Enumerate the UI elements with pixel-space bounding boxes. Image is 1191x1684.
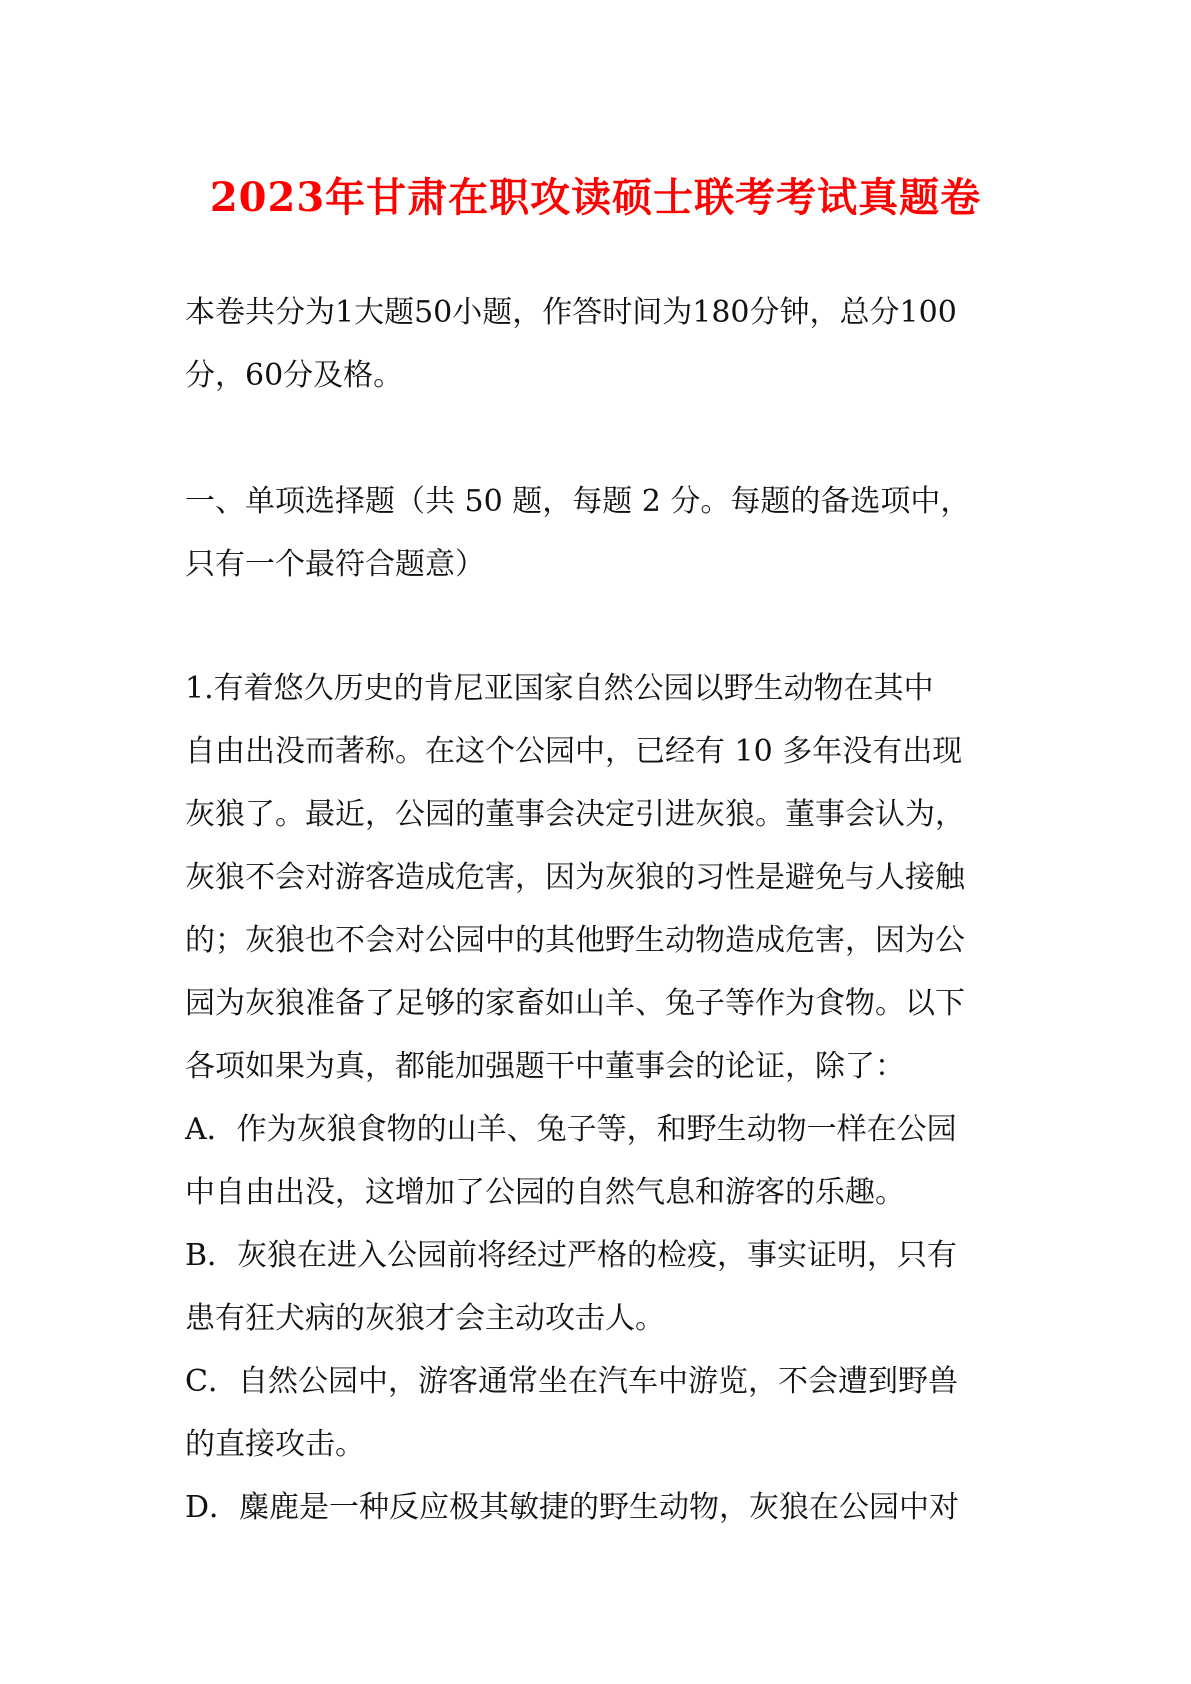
document-title: 2023年甘肃在职攻读硕士联考考试真题卷 xyxy=(209,174,982,221)
question-stem-line: 的；灰狼也不会对公园中的其他野生动物造成危害，因为公 xyxy=(185,923,965,958)
option-c-line: C．自然公园中，游客通常坐在汽车中游览，不会遭到野兽 xyxy=(185,1364,958,1399)
question-stem-line: 自由出没而著称。在这个公园中，已经有 10 多年没有出现 xyxy=(185,734,963,769)
question-stem-line: 1.有着悠久历史的肯尼亚国家自然公园以野生动物在其中 xyxy=(185,671,934,706)
question-stem-line: 各项如果为真，都能加强题干中董事会的论证，除了： xyxy=(185,1049,905,1084)
question-1 xyxy=(185,657,1017,1539)
question-stem-line: 灰狼了。最近，公园的董事会决定引进灰狼。董事会认为， xyxy=(185,797,965,832)
option-a-line: 中自由出没，这增加了公园的自然气息和游客的乐趣。 xyxy=(185,1175,905,1210)
option-c-line: 的直接攻击。 xyxy=(185,1427,365,1462)
section-line: 一、单项选择题（共 50 题，每题 2 分。每题的备选项中， xyxy=(185,484,971,519)
option-a-line: A．作为灰狼食物的山羊、兔子等，和野生动物一样在公园 xyxy=(185,1112,957,1147)
option-d-line: D．麋鹿是一种反应极其敏捷的野生动物，灰狼在公园中对 xyxy=(185,1490,960,1525)
section-line: 只有一个最符合题意） xyxy=(185,547,485,582)
section-heading xyxy=(185,470,1017,596)
question-stem-line: 园为灰狼准备了足够的家畜如山羊、兔子等作为食物。以下 xyxy=(185,986,965,1021)
exam-intro xyxy=(185,281,1017,407)
option-b-line: 患有狂犬病的灰狼才会主动攻击人。 xyxy=(185,1301,665,1336)
intro-line: 本卷共分为1大题50小题，作答时间为180分钟，总分100 xyxy=(185,295,957,330)
option-b-line: B．灰狼在进入公园前将经过严格的检疫，事实证明，只有 xyxy=(185,1238,958,1273)
question-stem-line: 灰狼不会对游客造成危害，因为灰狼的习性是避免与人接触 xyxy=(185,860,965,895)
intro-line: 分，60分及格。 xyxy=(185,358,404,393)
